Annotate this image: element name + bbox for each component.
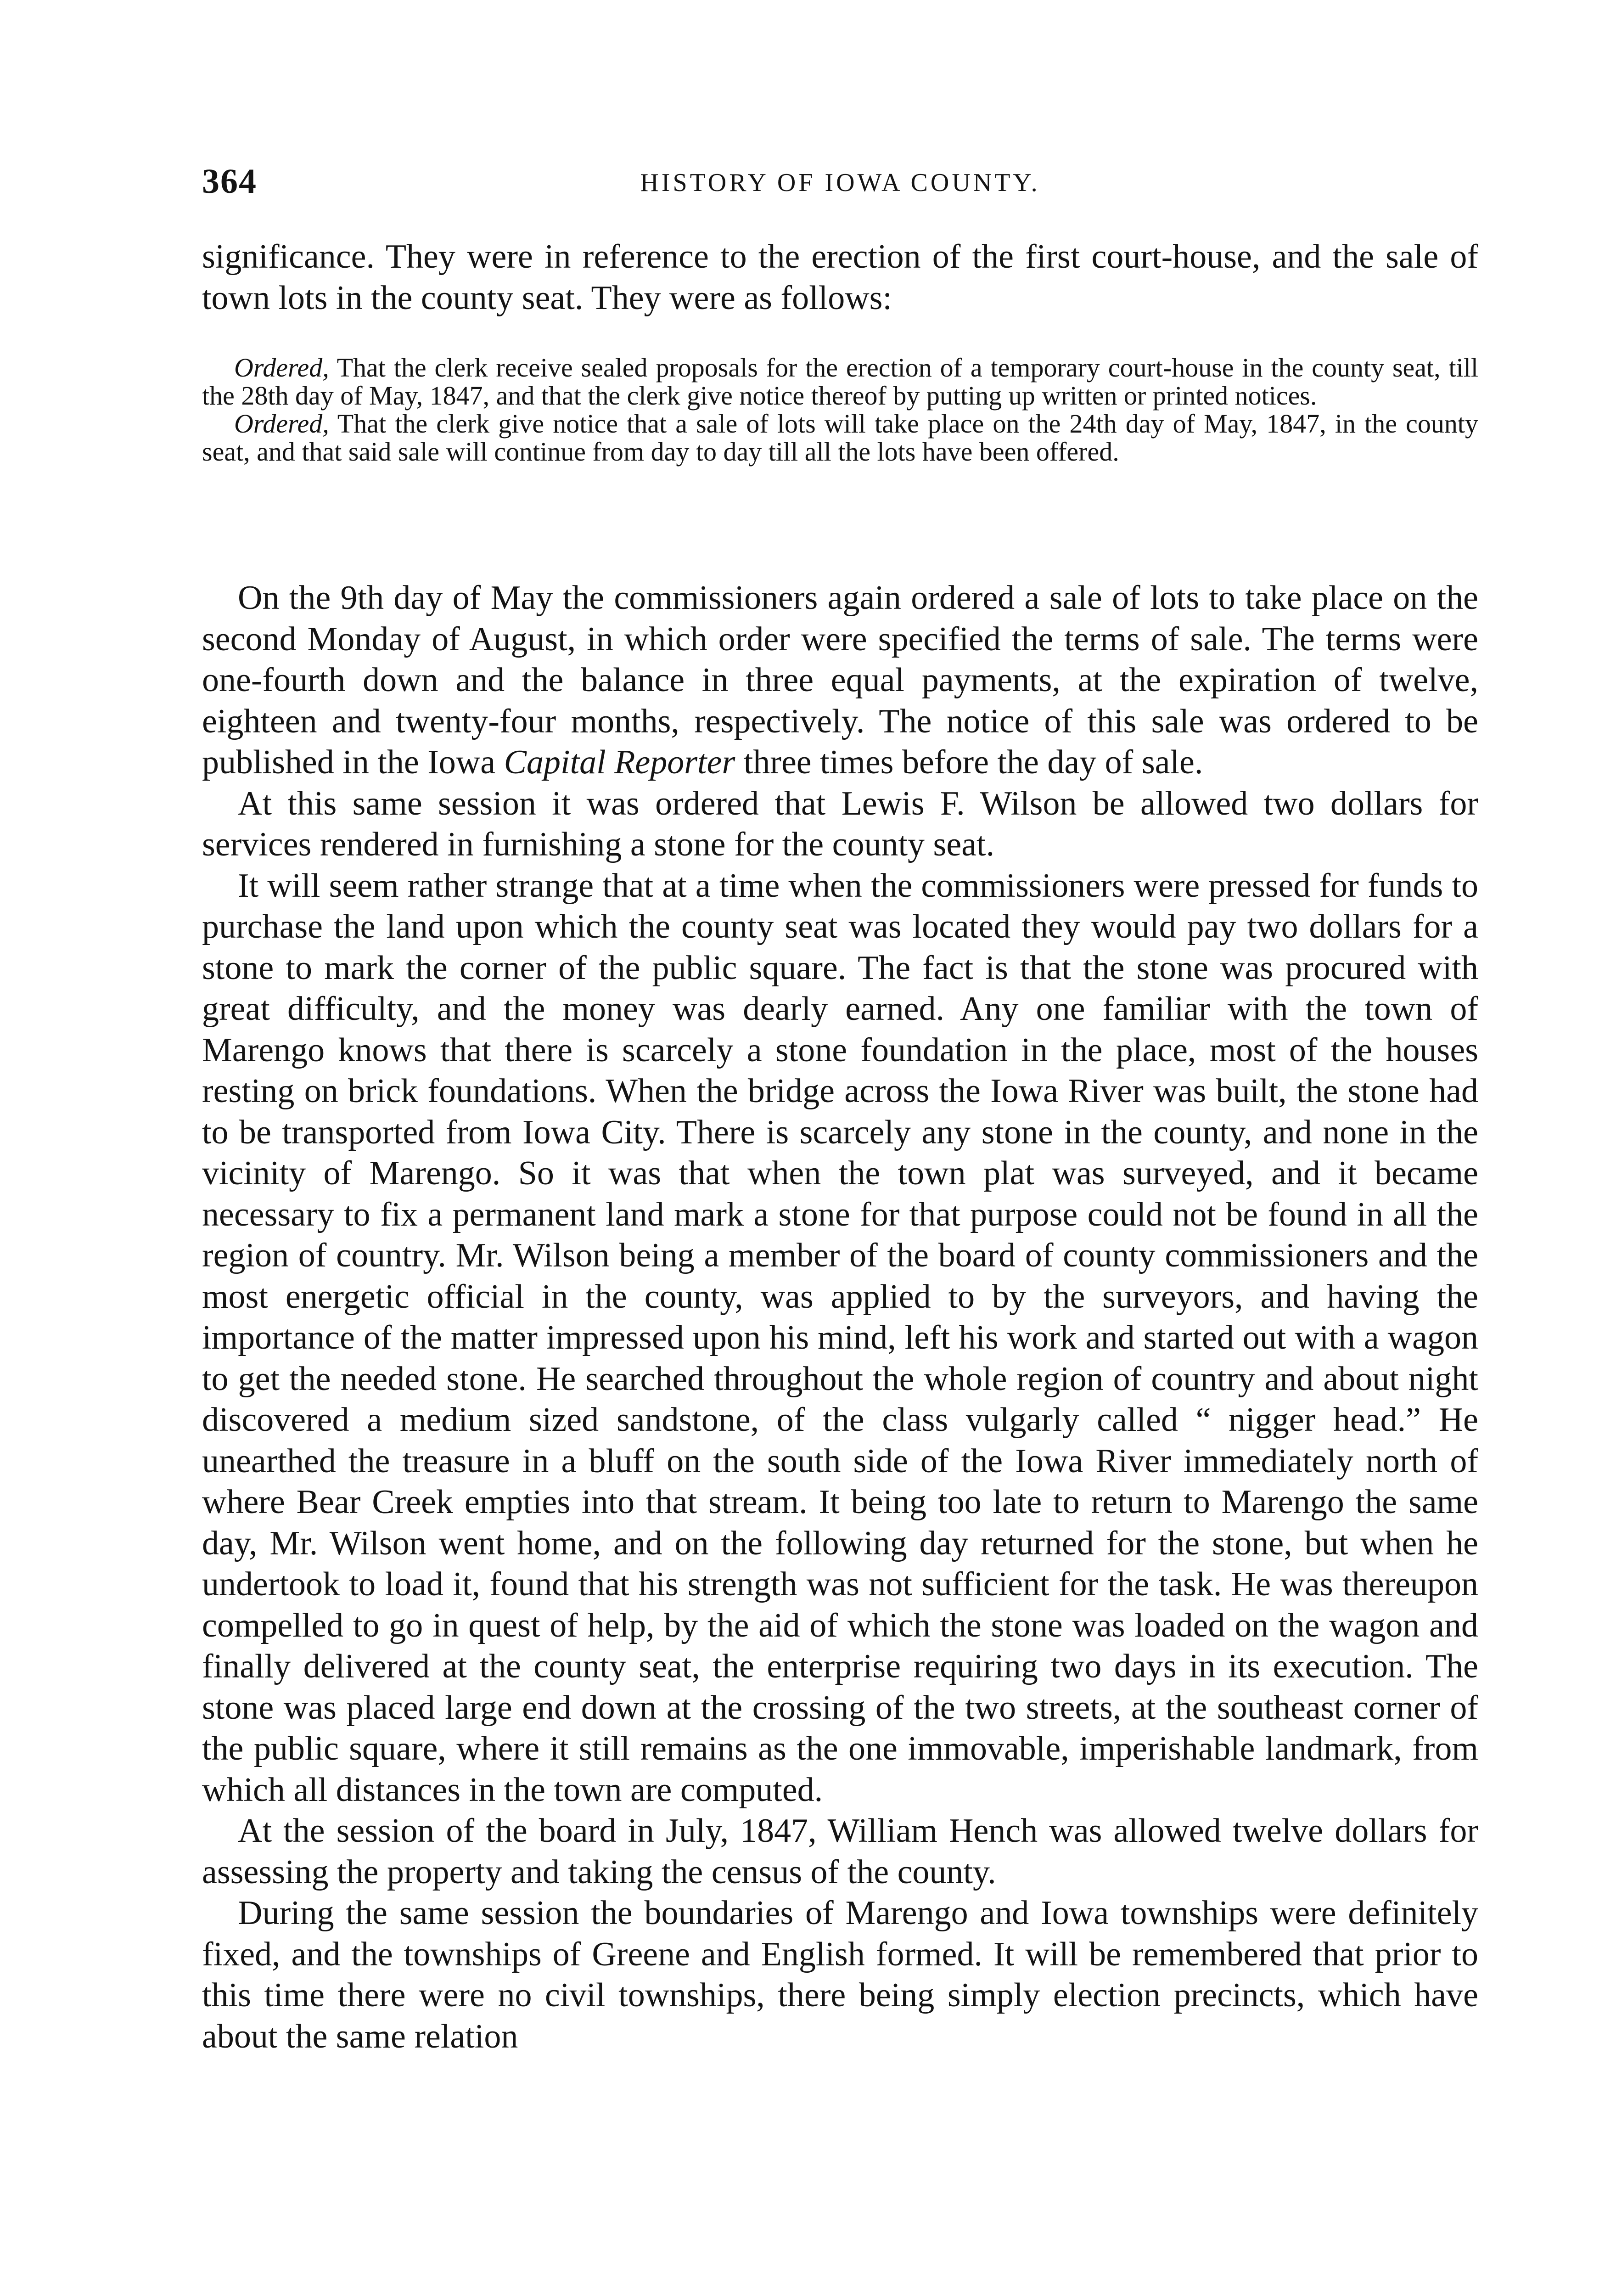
page-header	[202, 162, 1478, 203]
paragraph-sale	[202, 578, 1478, 783]
paragraph-townships: During the same session the boundaries of Marengo and Iowa townships were definitely fixed, and the townships of Greene and English formed. It will be remembered that prior to this time there were no civil townships, there being simply election precincts, which have about the same relation	[202, 1894, 1478, 2055]
order-1-text: That the clerk receive sealed proposals for the erection of a temporary court-house in the county seat, till the 28th day of May, 1847, and that the clerk give notice thereof by putting up written or printed notices.	[202, 353, 1478, 411]
paragraph-sale-before: On the 9th day of May the commissioners again ordered a sale of lots to take place on the second Monday of August, in which order were specified the terms of sale. The terms were one-fourth down and the balance in three equal payments, at the expiration of twelve, eighteen and twenty-four months, respectively. The notice of this sale was ordered to be published in the Iowa	[202, 579, 1478, 781]
paragraph-wilson-allowance: At this same session it was ordered that Lewis F. Wilson be allowed two dollars for services rendered in furnishing a stone for the county seat.	[202, 784, 1478, 863]
order-1-lead: Ordered,	[234, 353, 329, 383]
main-text-block	[202, 578, 1478, 2057]
orders-block	[202, 354, 1478, 466]
paragraph-stone-story: It will seem rather strange that at a time when the commissioners were pressed for funds to purchase the land upon which the county seat was located they would pay two dollars for a stone to mark the corner of the public square. The fact is that the stone was procured with great difficulty, and the money was dearly earned. Any one familiar with the town of Marengo knows that there is scarcely a stone foundation in the place, most of the houses resting on brick foundations. When the bridge across the Iowa River was built, the stone had to be transported from Iowa City. There is scarcely any stone in the county, and none in the vicinity of Marengo. So it was that when the town plat was surveyed, and it became necessary to fix a permanent land mark a stone for that purpose could not be found in all the region of country. Mr. Wilson being a member of the board of county commissioners and the most energetic official in the county, was applied to by the surveyors, and having the importance of the matter impressed upon his mind, left his work and started out with a wagon to get the needed stone. He searched throughout the whole region of country and about night discovered a medium sized sandstone, of the class vulgarly called “ nigger head.” He unearthed the treasure in a bluff on the south side of the Iowa River immediately north of where Bear Creek empties into that stream. It being too late to return to Marengo the same day, Mr. Wilson went home, and on the following day returned for the stone, but when he undertook to load it, found that his strength was not sufficient for the task. He was thereupon compelled to go in quest of help, by the aid of which the stone was loaded on the wagon and finally delivered at the county seat, the enterprise requiring two days in its execution. The stone was placed large end down at the crossing of the two streets, at the southeast corner of the public square, where it still remains as the one immovable, imperishable landmark, from which all distances in the town are computed.	[202, 867, 1478, 1809]
paragraph-hench-assessment: At the session of the board in July, 1847, William Hench was allowed twelve dollars for assessing the property and taking the census of the county.	[202, 1812, 1478, 1891]
newspaper-title: Capital Reporter	[504, 743, 735, 781]
page-number: 364	[202, 162, 257, 201]
order-1	[202, 354, 1478, 410]
paragraph-sale-after: three times before the day of sale.	[735, 743, 1203, 781]
order-2-lead: Ordered,	[234, 409, 329, 439]
order-2-text: That the clerk give notice that a sale of lots will take place on the 24th day of May, 1847, in the county seat, and that said sale will continue from day to day till all the lots have been offered.	[202, 409, 1478, 467]
order-2	[202, 410, 1478, 466]
opening-paragraph-block	[202, 236, 1478, 319]
running-title: HISTORY OF IOWA COUNTY.	[640, 169, 1040, 197]
opening-paragraph: significance. They were in reference to the erection of the first court-house, and the sale of town lots in the county seat. They were as follows:	[202, 238, 1478, 317]
